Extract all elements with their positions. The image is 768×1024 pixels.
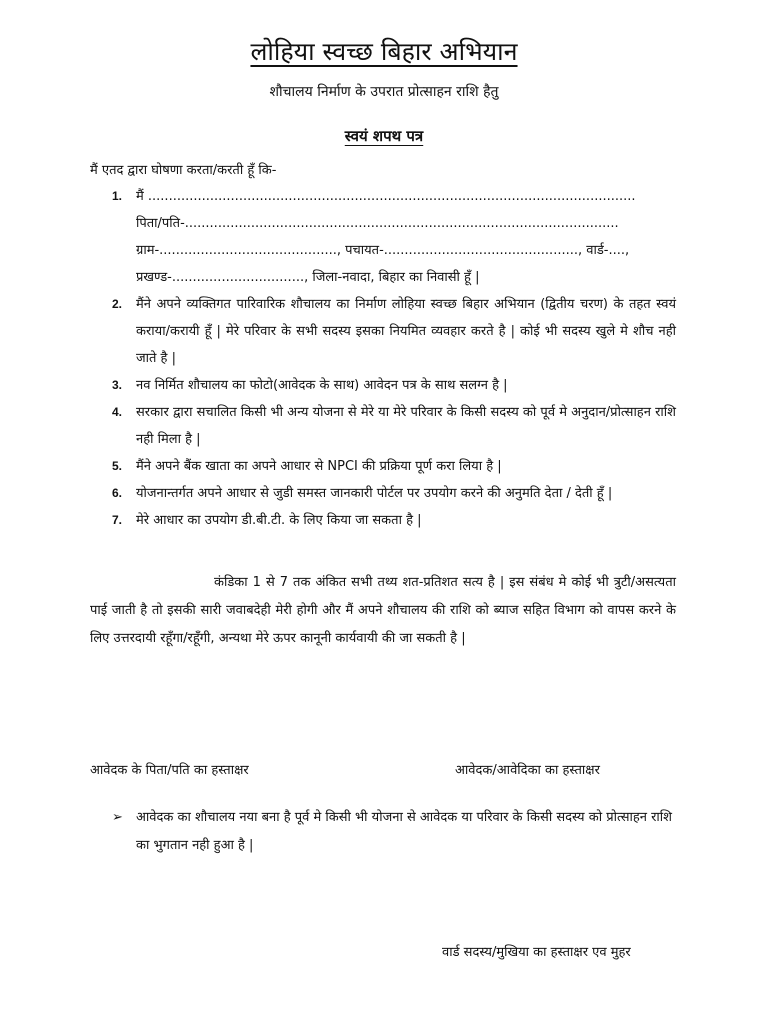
list-item [108, 291, 676, 372]
item-number: 5. [112, 459, 123, 473]
item-number: 1. [112, 189, 123, 203]
intro-text: मैं एतद द्वारा घोषणा करता/करती हूँ कि- [90, 163, 277, 178]
list-item [108, 399, 676, 453]
list-item [108, 453, 676, 480]
applicant-signature-label: आवेदक/आवेदिका का हस्ताक्षर [455, 763, 600, 778]
parent-signature-label: आवेदक के पिता/पति का हस्ताक्षर [90, 763, 249, 778]
declaration-paragraph: कंडिका 1 से 7 तक अंकित सभी तथ्य शत-प्रतिशत सत्य है | इस संबंध मे कोई भी त्रुटी/असत्यता पाई जाती है तो इसकी सारी जवाबदेही मेरी होगी और मैं अपने शौचालय की राशि को ब्याज सहित विभाग को वापस करने के लिए उत्तरदायी रहूँगा/रहूँगी, अन्यथा मेरे ऊपर कानूनी कार्यवायी की जा सकती है | [90, 575, 676, 646]
ward-signature-label: वार्ड सदस्य/मुखिया का हस्ताक्षर एव मुहर [442, 945, 631, 960]
name-line: मैं ...................................................................................................................... [136, 189, 636, 204]
item-text: नव निर्मित शौचालय का फोटो(आवेदक के साथ) आवेदन पत्र के साथ सलग्न है | [136, 378, 508, 393]
declaration-list [108, 183, 676, 534]
village-panchayat-ward-line: ग्राम-..........................................., पचायत-..............................................., वार्ड-...., [136, 243, 630, 258]
list-item [108, 372, 676, 399]
item-text: मेरे आधार का उपयोग डी.बी.टी. के लिए किया जा सकता है | [136, 513, 422, 528]
note-block [112, 804, 678, 860]
note-text: आवेदक का शौचालय नया बना है पूर्व मे किसी भी योजना से आवेदक या परिवार के किसी सदस्य को प्रोत्साहन राशि का भुगतान नही हुआ है | [136, 810, 672, 853]
item-number: 3. [112, 378, 123, 392]
item-number: 2. [112, 297, 123, 311]
block-district-line: प्रखण्ड-................................, जिला-नवादा, बिहार का निवासी हूँ | [136, 270, 480, 285]
item-text: मैंने अपने व्यक्तिगत पारिवारिक शौचालय का निर्माण लोहिया स्वच्छ बिहार अभियान (द्वितीय चरण) के तहत स्वयं कराया/करायी हूँ | मेरे परिवार के सभी सदस्य इसका नियमित व्यवहार करते है | कोई भी सदस्य खुले मे शौच नही जाते है | [136, 297, 676, 366]
list-item [108, 480, 676, 507]
arrow-bullet-icon: ➢ [112, 810, 123, 825]
item-number: 6. [112, 486, 123, 500]
item-text: सरकार द्वारा सचालित किसी भी अन्य योजना से मेरे या मेरे परिवार के किसी सदस्य को पूर्व मे अनुदान/प्रोत्साहन राशि नही मिला है | [136, 405, 676, 447]
item-number: 7. [112, 513, 123, 527]
item-text: योजनान्तर्गत अपने आधार से जुडी समस्त जानकारी पोर्टल पर उपयोग करने की अनुमति देता / देती हूँ | [136, 486, 613, 501]
father-husband-line: पिता/पति-......................................................................................................... [136, 216, 619, 231]
item-number: 4. [112, 405, 123, 419]
item-text: मैंने अपने बैंक खाता का अपने आधार से NPCI की प्रक्रिया पूर्ण करा लिया है | [136, 459, 502, 474]
list-item [108, 507, 676, 534]
document-title: लोहिया स्वच्छ बिहार अभियान [250, 37, 518, 66]
list-item [108, 183, 676, 291]
affidavit-heading: स्वयं शपथ पत्र [344, 127, 424, 145]
document-subtitle: शौचालय निर्माण के उपरात प्रोत्साहन राशि हैतु [269, 84, 499, 100]
